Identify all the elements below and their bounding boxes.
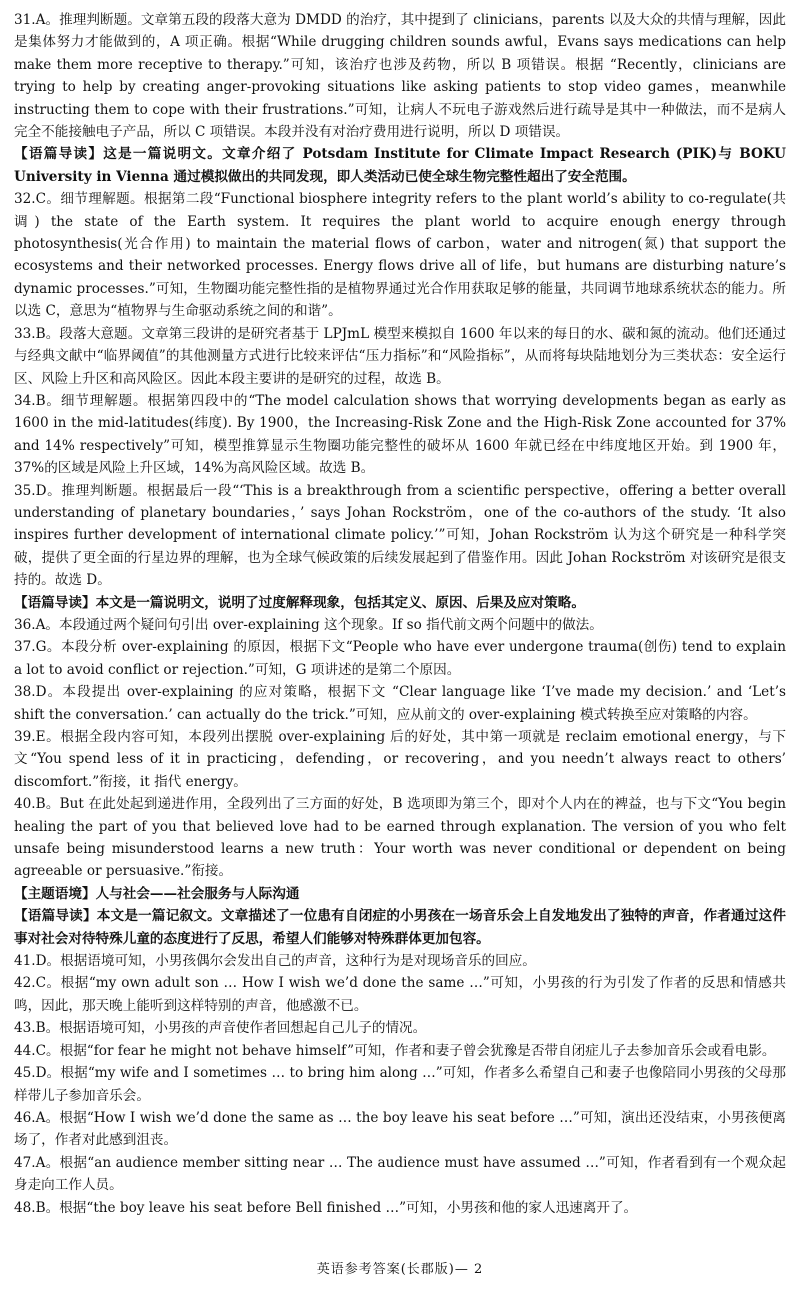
answer-explanation: 31.A。推理判断题。文章第五段的段落大意为 DMDD 的治疗，其中提到了 clinicians，parents 以及大众的共情与理解，因此是集体努力才能做到的，A 项正确。根据“While drugging children sounds awful，Evans says medications can help make them more receptive to therapy.”可知，该治疗也涉及药物，所以 B 项错误。根据 “Recently，clinicians are trying to help by creating anger-provoking situations like asking patients to stop video games，meanwhile instructing them to cope with their frustrations.”可知，让病人不玩电子游戏然后进行疏导是其中一种做法，而不是病人完全不能接触电子产品，所以 C 项错误。本段并没有对治疗费用进行说明，所以 D 项错误。 [14, 12, 786, 141]
section-text: 本文是一篇记叙文。文章描述了一位患有自闭症的小男孩在一场音乐会上自发地发出了独特的声音，作者通过这件事对社会对待特殊儿童的态度进行了反思，希望人们能够对特殊群体更加包容。 [14, 908, 787, 947]
answer-explanation: 35.D。推理判断题。根据最后一段“‘This is a breakthrough from a scientific perspective，offering a better overall understanding of planetary boundaries，’ says Johan Rockström，one of the co-authors of the study. ‘It also inspires further development of international climate policy.’”可知，Johan Rockström 认为这个研究是一种科学突破，提供了更全面的行星边界的理解，也为全球气候政策的后续发展起到了借鉴作用。因此 Johan Rockström 对该研究是很支持的。故选 D。 [14, 482, 786, 589]
answer-explanation: 42.C。根据“my own adult son … How I wish we’d done the same …”可知，小男孩的行为引发了作者的反思和情感共鸣，因此，那天晚上能听到这样特别的声音，他感激不已。 [14, 975, 786, 1014]
answer-content [14, 9, 786, 1219]
section-tag: 【语篇导读】 [14, 146, 104, 163]
section-tag: 【主题语境】 [14, 885, 96, 902]
passage-guide [14, 143, 786, 188]
page-footer: 英语参考答案(长郡版)— 2 [316, 1261, 484, 1277]
answer-explanation: 46.A。根据“How I wish we’d done the same as … the boy leave his seat before …”可知，演出还没结束，小男孩便离场了，作者对此感到沮丧。 [14, 1109, 786, 1149]
answer-explanation: 38.D。本段提出 over-explaining 的应对策略，根据下文 “Clear language like ‘I’ve made my decision.’ and ‘Let’s shift the conversation.’ can actually do the trick.”可知，应从前文的 over-explaining 模式转换至应对策略的内容。 [14, 684, 786, 723]
answer-explanation: 39.E。根据全段内容可知，本段列出摆脱 over-explaining 后的好处，其中第一项就是 reclaim emotional energy，与下文“You spend less of it in practicing，defending，or recovering，and you needn’t always react to others’ discomfort.”衔接，it 指代 energy。 [14, 729, 786, 790]
answer-explanation: 37.G。本段分析 over-explaining 的原因，根据下文“People who have ever undergone trauma(创伤) tend to explain a lot to avoid conflict or rejection.”可知，G 项讲述的是第二个原因。 [14, 639, 786, 678]
answer-explanation: 44.C。根据“for fear he might not behave himself”可知，作者和妻子曾会犹豫是否带自闭症儿子去参加音乐会或看电影。 [14, 1042, 776, 1059]
answer-explanation: 43.B。根据语境可知，小男孩的声音使作者回想起自己儿子的情况。 [14, 1020, 427, 1037]
answer-explanation: 33.B。段落大意题。文章第三段讲的是研究者基于 LPJmL 模型来模拟自 1600 年以来的每日的水、碳和氮的流动。他们还通过与经典文献中“临界阈值”的其他测量方式进行比较来评估“压力指标”和“风险指标”，从而将每块陆地划分为三类状态：安全运行区、风险上升区和高风险区。因此本段主要讲的是研究的过程，故选 B。 [14, 325, 786, 387]
answer-explanation: 40.B。But 在此处起到递进作用，全段列出了三方面的好处，B 选项即为第三个，即对个人内在的裨益，也与下文“You begin healing the part of you that believed love had to be earned through explanation. The version of you who felt unsafe being misunderstood learns a new truth：Your worth was never conditional or dependent on being agreeable or persuasive.”衔接。 [14, 796, 786, 880]
section-text: 人与社会——社会服务与人际沟通 [95, 885, 300, 902]
answer-explanation: 47.A。根据“an audience member sitting near … The audience must have assumed …”可知，作者看到有一个观众起身走向工作人员。 [14, 1154, 786, 1194]
answer-explanation: 48.B。根据“the boy leave his seat before Bell finished …”可知，小男孩和他的家人迅速离开了。 [14, 1199, 638, 1216]
answer-explanation: 36.A。本段通过两个疑问句引出 over-explaining 这个现象。If so 指代前文两个问题中的做法。 [14, 616, 603, 633]
passage-guide [14, 905, 786, 950]
passage-guide [14, 883, 786, 905]
answer-explanation: 45.D。根据“my wife and I sometimes … to bring him along …”可知，作者多么希望自己和妻子也像陪同小男孩的父母那样带儿子参加音乐会。 [14, 1065, 786, 1104]
section-tag: 【语篇导读】 [14, 908, 97, 925]
passage-guide [14, 592, 786, 614]
section-tag: 【语篇导读】 [14, 594, 96, 611]
answer-explanation: 34.B。细节理解题。根据第四段中的“The model calculation shows that worrying developments began as early as 1600 in the mid-latitudes(纬度). By 1900，the Increasing-Risk Zone and the High-Risk Zone accounted for 37% and 14% respectively”可知，模型推算显示生物圈功能完整性的破坏从 1600 年就已经在中纬度地区开始。到 1900 年，37%的区域是风险上升区域，14%为高风险区域。故选 B。 [14, 392, 786, 477]
section-text: 本文是一篇说明文，说明了过度解释现象，包括其定义、原因、后果及应对策略。 [95, 594, 585, 611]
section-text: 这是一篇说明文。文章介绍了 Potsdam Institute for Climate Impact Research (PIK)与 BOKU University in Vienna 通过模拟做出的共同发现，即人类活动已使全球生物完整性超出了安全范围。 [14, 146, 787, 185]
answer-explanation: 32.C。细节理解题。根据第二段“Functional biosphere integrity refers to the plant world’s ability to co-regulate(共调) the state of the Earth system. It requires the plant world to acquire enough energy through photosynthesis(光合作用) to maintain the material flows of carbon，water and nitrogen(氮) that support the ecosystems and their networked processes. Energy flows drive all of life，but humans are disturbing nature’s dynamic processes.”可知，生物圈功能完整性指的是植物界通过光合作用获取足够的能量，共同调节地球系统状态的能力。所以选 C，意思为“植物界与生命驱动系统之间的和谐”。 [14, 191, 786, 320]
answer-explanation: 41.D。根据语境可知，小男孩偶尔会发出自己的声音，这种行为是对现场音乐的回应。 [14, 953, 536, 970]
